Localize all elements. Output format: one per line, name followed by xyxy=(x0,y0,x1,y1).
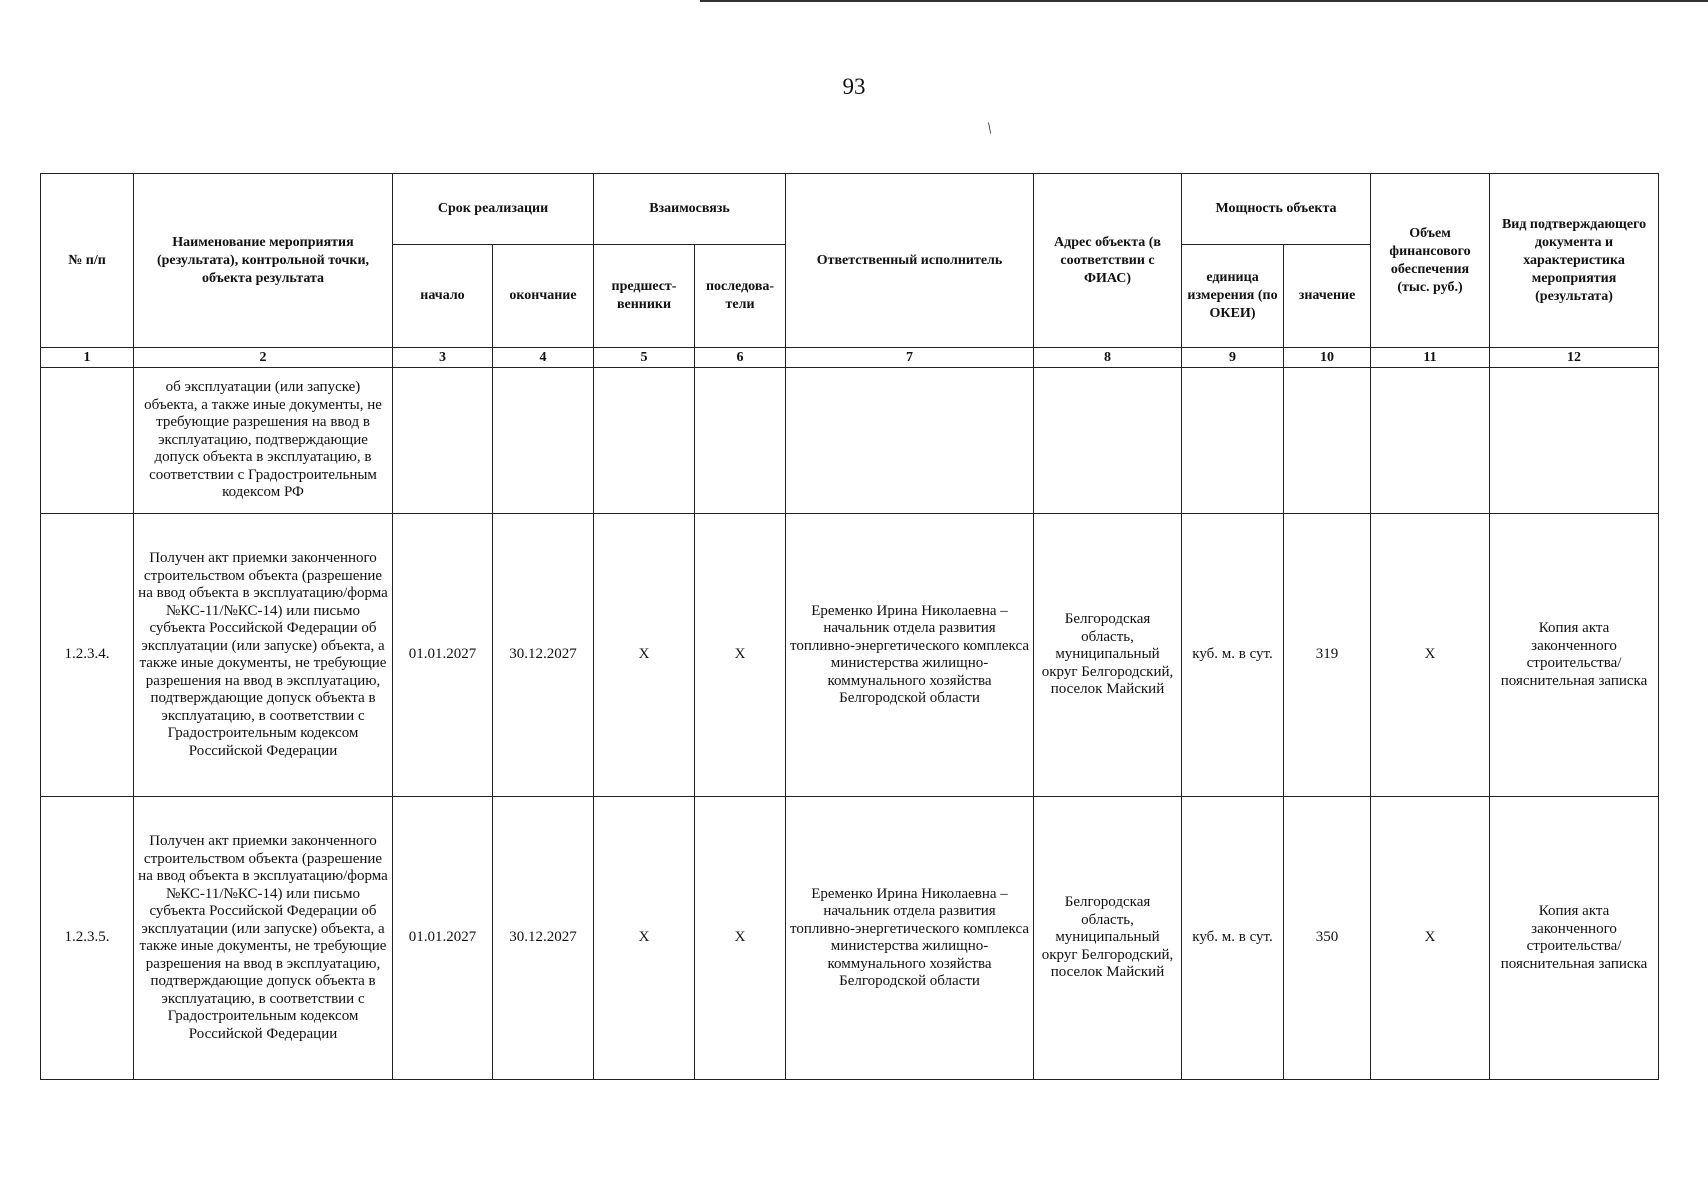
row-value: 350 xyxy=(1284,797,1371,1080)
col-number: 10 xyxy=(1284,348,1371,368)
row-pred xyxy=(594,368,695,514)
row-name: об эксплуатации (или запуске) объекта, а также иные документы, не требующие разрешения на ввод в эксплуатацию, подтверждающие допуск объекта в эксплуатацию, в соответствии с Градостроительным кодексом РФ xyxy=(134,368,393,514)
table-row xyxy=(41,797,1659,1080)
row-responsible: Еременко Ирина Николаевна – начальник отдела развития топливно-энергетического комплекса министерства жилищно-коммунального хозяйства Белгородской области xyxy=(786,797,1034,1080)
row-address: Белгородская область, муниципальный округ Белгородский, поселок Майский xyxy=(1034,514,1182,797)
row-end xyxy=(493,368,594,514)
header-link-group: Взаимосвязь xyxy=(594,174,786,245)
header-end: окончание xyxy=(493,245,594,348)
row-unit: куб. м. в сут. xyxy=(1182,797,1284,1080)
row-pred: X xyxy=(594,514,695,797)
header-responsible: Ответственный исполнитель xyxy=(786,174,1034,348)
header-value: значение xyxy=(1284,245,1371,348)
row-succ: X xyxy=(695,514,786,797)
row-start: 01.01.2027 xyxy=(393,797,493,1080)
col-number: 7 xyxy=(786,348,1034,368)
col-number: 3 xyxy=(393,348,493,368)
row-financing: X xyxy=(1371,797,1490,1080)
header-power-group: Мощность объекта xyxy=(1182,174,1371,245)
top-edge-line xyxy=(700,0,1708,2)
row-start: 01.01.2027 xyxy=(393,514,493,797)
header-address: Адрес объекта (в соответствии с ФИАС) xyxy=(1034,174,1182,348)
header-financing: Объем финансового обеспечения (тыс. руб.) xyxy=(1371,174,1490,348)
row-name: Получен акт приемки законченного строительством объекта (разрешение на ввод объекта в эксплуатацию/форма №КС-11/№КС-14) или письмо субъекта Российской Федерации об эксплуатации (или запуске) объекта, а также иные документы, не требующие разрешения на ввод в эксплуатацию, подтверждающие допуск объекта в эксплуатацию, в соответствии с Градостроительным кодексом Российской Федерации xyxy=(134,514,393,797)
row-start xyxy=(393,368,493,514)
col-number: 9 xyxy=(1182,348,1284,368)
header-term-group: Срок реализации xyxy=(393,174,594,245)
header-document: Вид подтверждающего документа и характеристика мероприятия (результата) xyxy=(1490,174,1659,348)
table-row xyxy=(41,514,1659,797)
col-number: 5 xyxy=(594,348,695,368)
header-unit: единица измерения (по ОКЕИ) xyxy=(1182,245,1284,348)
col-number: 6 xyxy=(695,348,786,368)
row-num: 1.2.3.4. xyxy=(41,514,134,797)
row-end: 30.12.2027 xyxy=(493,797,594,1080)
col-number: 8 xyxy=(1034,348,1182,368)
header-start: начало xyxy=(393,245,493,348)
header-num: № п/п xyxy=(41,174,134,348)
col-number: 2 xyxy=(134,348,393,368)
row-responsible xyxy=(786,368,1034,514)
col-number: 11 xyxy=(1371,348,1490,368)
row-pred: X xyxy=(594,797,695,1080)
row-responsible: Еременко Ирина Николаевна – начальник отдела развития топливно-энергетического комплекса министерства жилищно-коммунального хозяйства Белгородской области xyxy=(786,514,1034,797)
row-end: 30.12.2027 xyxy=(493,514,594,797)
row-name: Получен акт приемки законченного строительством объекта (разрешение на ввод объекта в эксплуатацию/форма №КС-11/№КС-14) или письмо субъекта Российской Федерации об эксплуатации (или запуске) объекта, а также иные документы, не требующие разрешения на ввод в эксплуатацию, подтверждающие допуск объекта в эксплуатацию, в соответствии с Градостроительным кодексом Российской Федерации xyxy=(134,797,393,1080)
row-address: Белгородская область, муниципальный округ Белгородский, поселок Майский xyxy=(1034,797,1182,1080)
row-succ: X xyxy=(695,797,786,1080)
scan-mark: / xyxy=(983,120,997,138)
row-unit xyxy=(1182,368,1284,514)
header-successors: последова-тели xyxy=(695,245,786,348)
col-number: 1 xyxy=(41,348,134,368)
row-document xyxy=(1490,368,1659,514)
header-row-1 xyxy=(41,174,1659,245)
header-name: Наименование мероприятия (результата), контрольной точки, объекта результата xyxy=(134,174,393,348)
row-address xyxy=(1034,368,1182,514)
header-predecessors: предшест-венники xyxy=(594,245,695,348)
row-num xyxy=(41,368,134,514)
table-row xyxy=(41,368,1659,514)
column-number-row xyxy=(41,348,1659,368)
row-financing: X xyxy=(1371,514,1490,797)
row-succ xyxy=(695,368,786,514)
row-document: Копия акта законченного строительства/ пояснительная записка xyxy=(1490,514,1659,797)
row-value: 319 xyxy=(1284,514,1371,797)
row-unit: куб. м. в сут. xyxy=(1182,514,1284,797)
row-financing xyxy=(1371,368,1490,514)
row-value xyxy=(1284,368,1371,514)
plan-table xyxy=(40,173,1659,1080)
col-number: 12 xyxy=(1490,348,1659,368)
col-number: 4 xyxy=(493,348,594,368)
row-num: 1.2.3.5. xyxy=(41,797,134,1080)
row-document: Копия акта законченного строительства/ пояснительная записка xyxy=(1490,797,1659,1080)
page-number: 93 xyxy=(842,74,866,99)
